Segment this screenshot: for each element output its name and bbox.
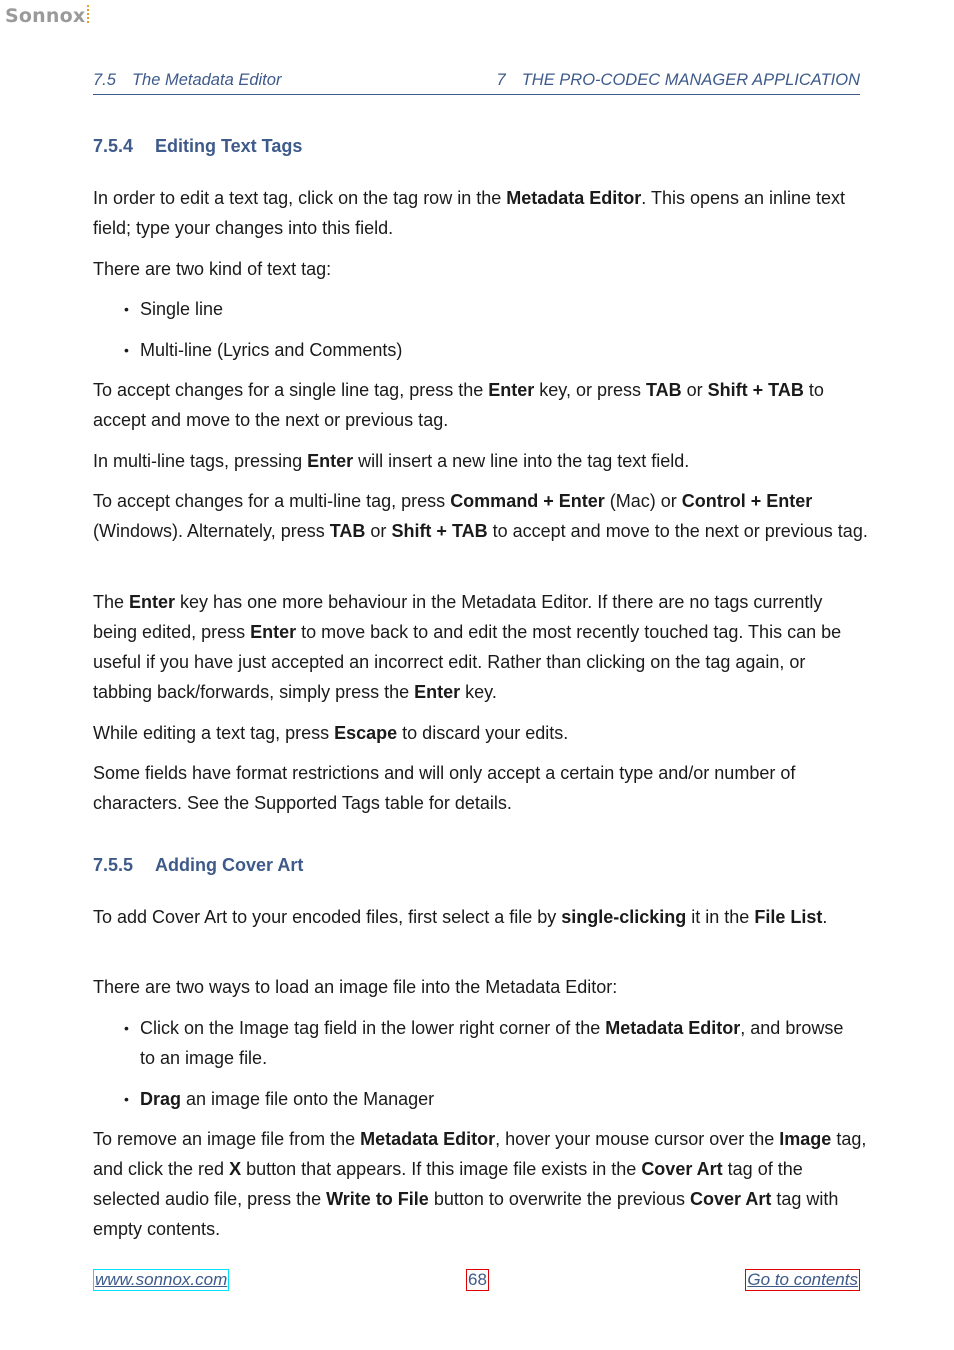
section-number: 7.5.4 — [93, 136, 134, 156]
sonnox-logo: Sonnox — [5, 5, 89, 27]
paragraph: To accept changes for a single line tag, press the Enter key, or press TAB or Shift + TAB to accept and move to the next or previous tag. — [93, 380, 824, 430]
bullet-icon: • — [124, 301, 129, 317]
bullet-icon: • — [124, 342, 129, 358]
paragraph: While editing a text tag, press Escape to discard your edits. — [93, 723, 569, 743]
list-item: • Multi-line (Lyrics and Comments) — [140, 335, 860, 365]
running-header — [93, 70, 860, 95]
list-item: • Drag an image file onto the Manager — [140, 1084, 860, 1114]
section-heading-adding-cover-art — [93, 855, 303, 876]
section-title: Editing Text Tags — [155, 136, 303, 156]
list-item: • Single line — [140, 294, 860, 324]
header-section — [93, 71, 281, 90]
paragraph: To add Cover Art to your encoded files, first select a file by single-clicking it in the File List. — [93, 907, 828, 927]
paragraph: Some fields have format restrictions and will only accept a certain type and/or number of characters. See the Supported Tags table for details. — [93, 763, 796, 813]
bullet-icon: • — [124, 1091, 129, 1107]
header-section-number: 7.5 — [93, 71, 116, 89]
paragraph: In order to edit a text tag, click on the tag row in the Metadata Editor. This opens an inline text field; type your changes into this field. — [93, 188, 846, 238]
section-number: 7.5.5 — [93, 855, 134, 875]
paragraph: To remove an image file from the Metadata Editor, hover your mouse cursor over the Image tag, and click the red X button that appears. If this image file exists in the Cover Art tag of the selected audio file, press the Write to File button to overwrite the previous Cover Art tag with empty contents. — [93, 1129, 867, 1239]
go-to-contents-link[interactable]: Go to contents — [747, 1270, 858, 1289]
bullet-icon: • — [124, 1020, 129, 1036]
header-chapter-number: 7 — [496, 71, 506, 89]
paragraph: There are two kind of text tag: — [93, 259, 332, 279]
header-chapter — [497, 71, 860, 90]
section-title: Adding Cover Art — [155, 855, 304, 875]
page-number-link[interactable]: 68 — [468, 1270, 487, 1289]
header-chapter-title: THE PRO-CODEC MANAGER APPLICATION — [521, 71, 860, 89]
list-item: • Click on the Image tag field in the lower right corner of the Metadata Editor, and browse to an image file. — [140, 1013, 860, 1073]
logo-dots-icon — [87, 5, 89, 25]
section-heading-editing-text-tags — [93, 136, 302, 157]
paragraph: There are two ways to load an image file into the Metadata Editor: — [93, 977, 618, 997]
website-link[interactable]: www.sonnox.com — [95, 1270, 228, 1289]
paragraph: To accept changes for a multi-line tag, press Command + Enter (Mac) or Control + Enter (Windows). Alternately, press TAB or Shift + TAB to accept and move to the next or previous tag. — [93, 491, 868, 541]
paragraph: The Enter key has one more behaviour in the Metadata Editor. If there are no tags currently being edited, press Enter to move back to and edit the most recently touched tag. This can be useful if you have just accepted an incorrect edit. Rather than clicking on the tag again, or tabbing back/forwards, simply press the Enter key. — [93, 592, 842, 702]
header-section-title: The Metadata Editor — [131, 71, 282, 89]
paragraph: In multi-line tags, pressing Enter will insert a new line into the tag text field. — [93, 451, 690, 471]
